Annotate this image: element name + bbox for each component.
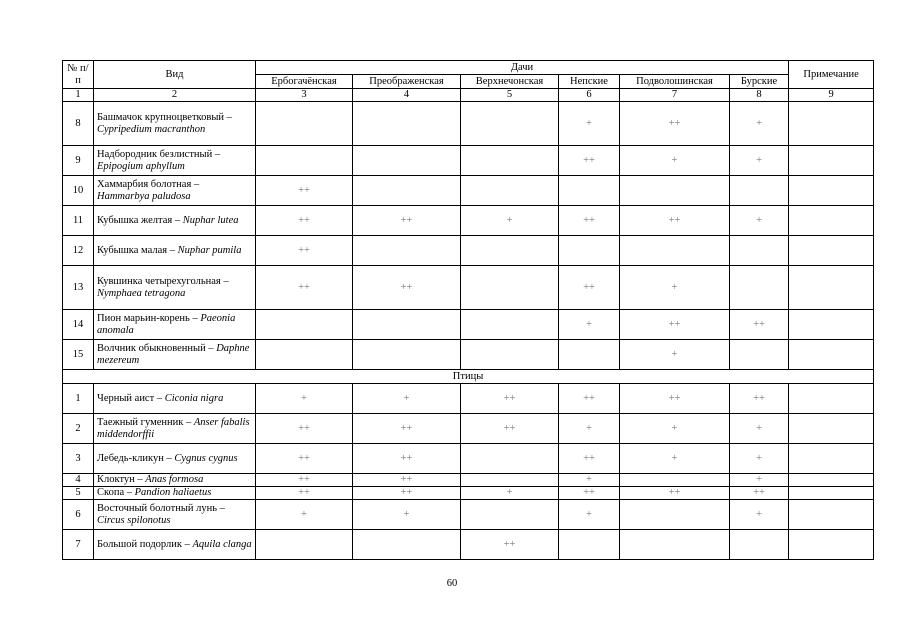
presence-mark: ++ [461, 414, 559, 444]
presence-mark [730, 176, 789, 206]
note-cell [789, 266, 874, 310]
species-cell [94, 414, 256, 444]
row-number: 11 [63, 206, 94, 236]
note-cell [789, 530, 874, 560]
species-table [62, 60, 874, 560]
note-cell [789, 236, 874, 266]
presence-mark: ++ [620, 487, 730, 500]
presence-mark [559, 530, 620, 560]
presence-mark [559, 236, 620, 266]
species-cell [94, 310, 256, 340]
table-row [63, 487, 874, 500]
row-number: 4 [63, 474, 94, 487]
note-cell [789, 146, 874, 176]
presence-mark: + [730, 102, 789, 146]
table-row [63, 444, 874, 474]
presence-mark [461, 146, 559, 176]
species-name: Башмачок крупноцветковый – [97, 111, 232, 123]
species-name: Кувшинка четырехугольная – [97, 275, 229, 287]
row-number: 8 [63, 102, 94, 146]
species-cell [94, 206, 256, 236]
presence-mark: + [730, 206, 789, 236]
presence-mark [353, 530, 461, 560]
note-cell [789, 474, 874, 487]
presence-mark: + [461, 487, 559, 500]
presence-mark [461, 310, 559, 340]
column-number: 1 [63, 89, 94, 102]
species-name: Кубышка желтая – [97, 214, 183, 226]
presence-mark: ++ [353, 474, 461, 487]
table-body [63, 61, 874, 560]
species-latin: Circus spilonotus [97, 514, 171, 526]
species-name: Волчник обыкновенный – [97, 342, 217, 354]
header-dacha: Непские [559, 75, 620, 89]
presence-mark: ++ [620, 310, 730, 340]
row-number: 1 [63, 384, 94, 414]
presence-mark [559, 176, 620, 206]
species-cell [94, 236, 256, 266]
header-dacha: Ербогачёнская [256, 75, 353, 89]
header-note: Примечание [789, 61, 874, 89]
species-name: Пион марьин-корень – [97, 312, 201, 324]
note-cell [789, 206, 874, 236]
table-row [63, 340, 874, 370]
presence-mark [730, 266, 789, 310]
presence-mark [461, 102, 559, 146]
species-name: Лебедь-кликун – [97, 452, 175, 464]
presence-mark: + [559, 102, 620, 146]
species-cell [94, 340, 256, 370]
presence-mark: + [730, 414, 789, 444]
section-title: Птицы [63, 370, 874, 384]
presence-mark [353, 236, 461, 266]
species-name: Кубышка малая – [97, 244, 178, 256]
presence-mark: ++ [620, 206, 730, 236]
presence-mark [353, 310, 461, 340]
species-latin: Nuphar pumila [177, 244, 242, 256]
header-dacha: Бурские [730, 75, 789, 89]
presence-mark [461, 500, 559, 530]
presence-mark [461, 266, 559, 310]
column-number: 7 [620, 89, 730, 102]
species-latin: Cygnus cygnus [174, 452, 238, 464]
presence-mark [256, 310, 353, 340]
presence-mark: + [461, 206, 559, 236]
species-name: Надбородник безлистный – [97, 148, 221, 160]
presence-mark: + [256, 500, 353, 530]
species-latin: Anas formosa [145, 474, 204, 485]
presence-mark [620, 500, 730, 530]
species-name: Большой подорлик – [97, 538, 193, 550]
column-number: 4 [353, 89, 461, 102]
species-latin: Anser fabalis middendorffii [97, 416, 250, 440]
column-number-row [63, 89, 874, 102]
column-number: 3 [256, 89, 353, 102]
presence-mark: + [559, 500, 620, 530]
species-latin: Ciconia nigra [164, 392, 224, 404]
header-num: № п/п [63, 61, 94, 89]
row-number: 12 [63, 236, 94, 266]
note-cell [789, 444, 874, 474]
table-row [63, 500, 874, 530]
page-number: 60 [446, 578, 458, 589]
presence-mark [353, 340, 461, 370]
table-row [63, 102, 874, 146]
column-number: 5 [461, 89, 559, 102]
presence-mark [730, 340, 789, 370]
species-cell [94, 266, 256, 310]
presence-mark [256, 146, 353, 176]
presence-mark: + [559, 414, 620, 444]
species-name: Восточный болотный лунь – [97, 502, 225, 514]
row-number: 3 [63, 444, 94, 474]
presence-mark: ++ [559, 444, 620, 474]
presence-mark [730, 530, 789, 560]
presence-mark [353, 102, 461, 146]
presence-mark: ++ [559, 146, 620, 176]
note-cell [789, 310, 874, 340]
presence-mark: ++ [461, 530, 559, 560]
presence-mark: ++ [559, 206, 620, 236]
row-number: 9 [63, 146, 94, 176]
presence-mark: + [353, 384, 461, 414]
species-latin: Epipogium aphyllum [97, 160, 185, 172]
presence-mark: ++ [620, 102, 730, 146]
presence-mark: ++ [559, 384, 620, 414]
header-row-1 [63, 61, 874, 75]
presence-mark [461, 176, 559, 206]
section-row-birds [63, 370, 874, 384]
presence-mark [256, 530, 353, 560]
note-cell [789, 487, 874, 500]
header-dacha: Преображенская [353, 75, 461, 89]
row-number: 6 [63, 500, 94, 530]
row-number: 13 [63, 266, 94, 310]
presence-mark [353, 176, 461, 206]
column-number: 9 [789, 89, 874, 102]
table-row [63, 310, 874, 340]
presence-mark [353, 146, 461, 176]
column-number: 2 [94, 89, 256, 102]
species-cell [94, 146, 256, 176]
row-number: 2 [63, 414, 94, 444]
species-latin: Paeonia anomala [97, 312, 236, 336]
presence-mark: + [559, 474, 620, 487]
species-name: Таежный гуменник – [97, 416, 194, 428]
table-row [63, 530, 874, 560]
presence-mark: + [620, 340, 730, 370]
presence-mark: + [730, 444, 789, 474]
presence-mark: + [559, 310, 620, 340]
note-cell [789, 176, 874, 206]
presence-mark [256, 340, 353, 370]
presence-mark [620, 530, 730, 560]
presence-mark: ++ [256, 206, 353, 236]
presence-mark: ++ [353, 487, 461, 500]
table-row [63, 266, 874, 310]
presence-mark: ++ [353, 266, 461, 310]
species-name: Хаммарбия болотная – [97, 178, 200, 190]
note-cell [789, 384, 874, 414]
species-cell [94, 474, 256, 487]
presence-mark: + [730, 146, 789, 176]
row-number: 14 [63, 310, 94, 340]
row-number: 7 [63, 530, 94, 560]
species-name: Клоктун – [97, 474, 146, 485]
header-dacha: Подволошинская [620, 75, 730, 89]
species-latin: Daphne mezereum [97, 342, 250, 366]
species-cell [94, 384, 256, 414]
table-row [63, 414, 874, 444]
presence-mark [461, 340, 559, 370]
species-name: Черный аист – [97, 392, 165, 404]
presence-mark: ++ [730, 487, 789, 500]
presence-mark [461, 444, 559, 474]
presence-mark: + [730, 474, 789, 487]
presence-mark [461, 236, 559, 266]
presence-mark: + [620, 414, 730, 444]
presence-mark: ++ [256, 474, 353, 487]
presence-mark [256, 102, 353, 146]
table-row [63, 384, 874, 414]
species-cell [94, 487, 256, 500]
presence-mark [461, 474, 559, 487]
presence-mark: ++ [620, 384, 730, 414]
presence-mark: ++ [461, 384, 559, 414]
presence-mark: ++ [353, 444, 461, 474]
presence-mark: ++ [256, 414, 353, 444]
presence-mark: ++ [353, 414, 461, 444]
presence-mark: + [730, 500, 789, 530]
species-cell [94, 444, 256, 474]
species-latin: Nuphar lutea [182, 214, 239, 226]
presence-mark: ++ [353, 206, 461, 236]
presence-mark [730, 236, 789, 266]
presence-mark: ++ [559, 487, 620, 500]
presence-mark: ++ [256, 444, 353, 474]
species-latin: Hammarbya paludosa [97, 190, 191, 202]
header-species: Вид [94, 61, 256, 89]
note-cell [789, 340, 874, 370]
row-number: 5 [63, 487, 94, 500]
presence-mark: ++ [730, 310, 789, 340]
table-row [63, 146, 874, 176]
presence-mark [620, 474, 730, 487]
species-cell [94, 102, 256, 146]
species-latin: Cypripedium macranthon [97, 123, 206, 135]
row-number: 15 [63, 340, 94, 370]
species-name: Скопа – [97, 487, 135, 498]
header-dachi: Дачи [256, 61, 789, 75]
presence-mark: ++ [256, 266, 353, 310]
note-cell [789, 102, 874, 146]
species-cell [94, 500, 256, 530]
presence-mark: + [620, 444, 730, 474]
species-latin: Pandion haliaetus [134, 487, 212, 498]
table-row [63, 176, 874, 206]
presence-mark: ++ [256, 487, 353, 500]
presence-mark [620, 176, 730, 206]
presence-mark [559, 340, 620, 370]
row-number: 10 [63, 176, 94, 206]
presence-mark: + [620, 146, 730, 176]
note-cell [789, 414, 874, 444]
species-cell [94, 530, 256, 560]
presence-mark: + [620, 266, 730, 310]
presence-mark: ++ [256, 236, 353, 266]
presence-mark: + [353, 500, 461, 530]
presence-mark: + [256, 384, 353, 414]
presence-mark: ++ [559, 266, 620, 310]
column-number: 6 [559, 89, 620, 102]
table-row [63, 474, 874, 487]
species-latin: Aquila clanga [192, 538, 252, 550]
table-row [63, 236, 874, 266]
species-latin: Nymphaea tetragona [97, 287, 186, 299]
presence-mark: ++ [730, 384, 789, 414]
species-cell [94, 176, 256, 206]
column-number: 8 [730, 89, 789, 102]
presence-mark: ++ [256, 176, 353, 206]
note-cell [789, 500, 874, 530]
presence-mark [620, 236, 730, 266]
header-dacha: Верхнечонская [461, 75, 559, 89]
table-row [63, 206, 874, 236]
